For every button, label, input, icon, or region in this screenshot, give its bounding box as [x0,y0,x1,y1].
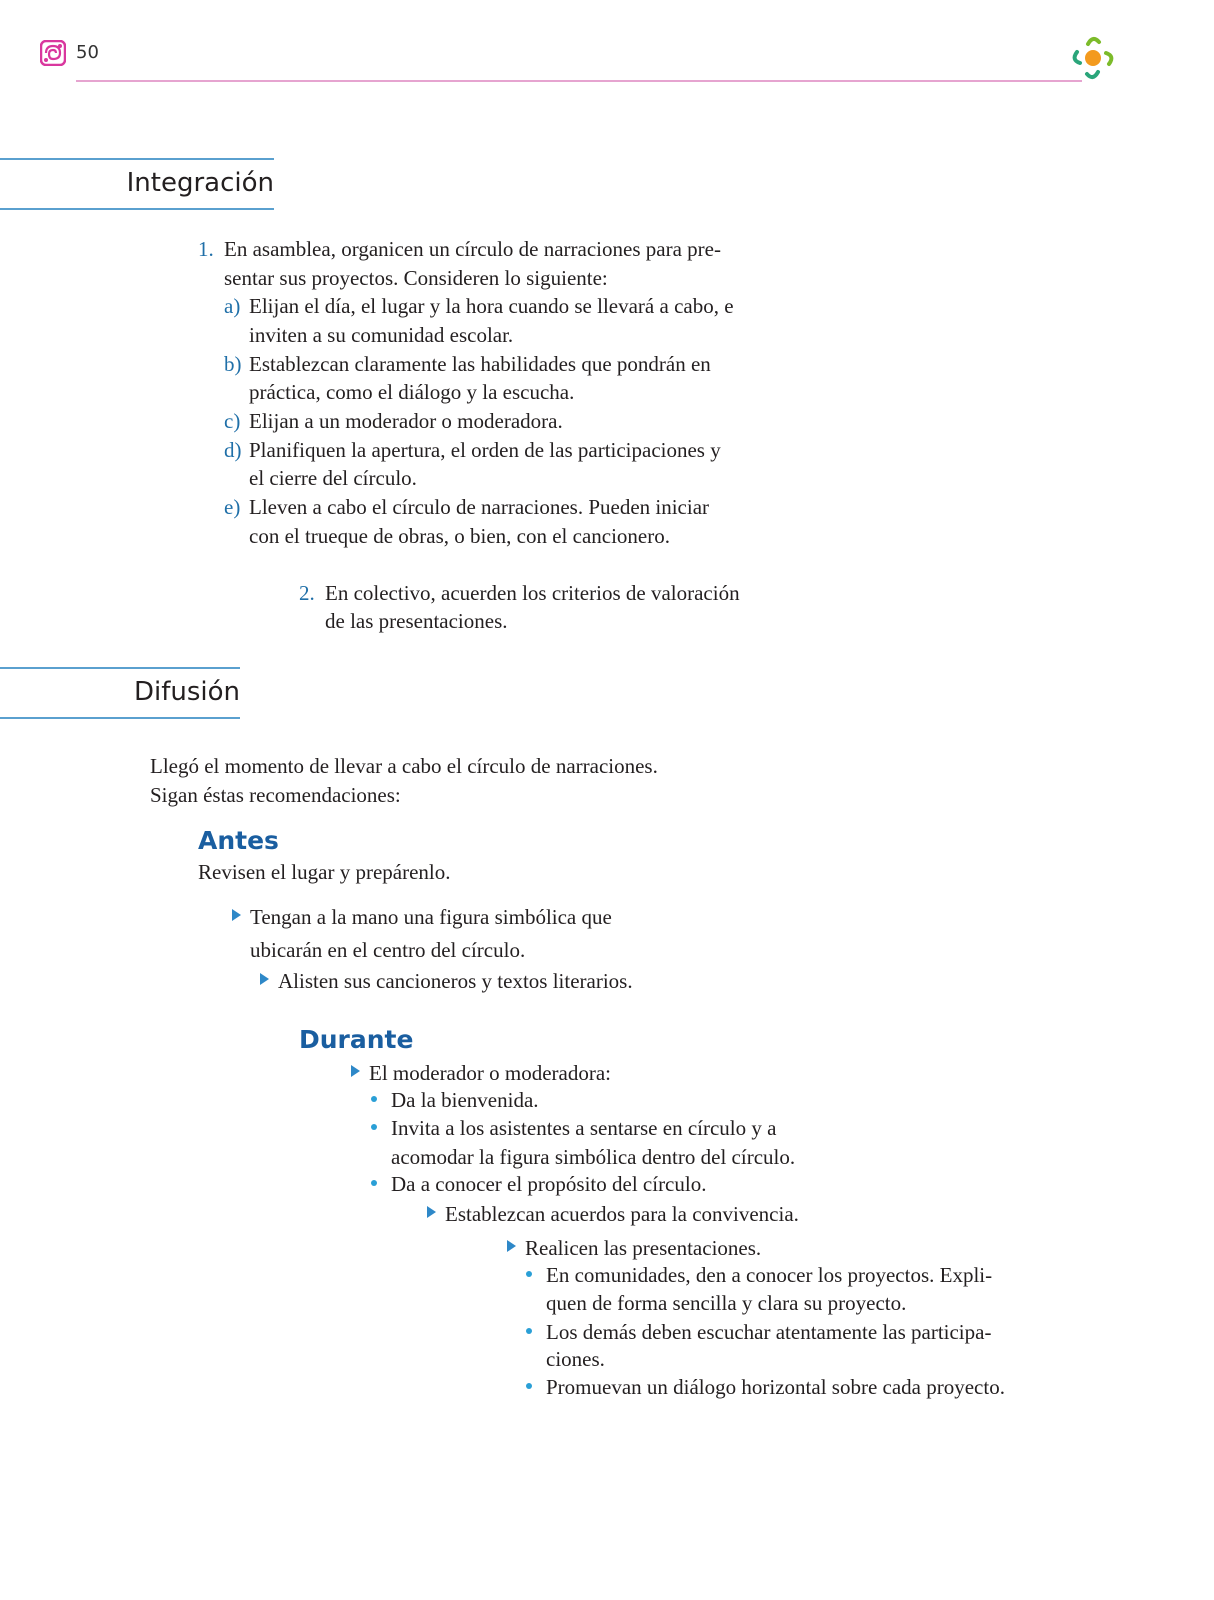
subitem-letter: e) [224,495,241,519]
subitem-text: Planifiquen la apertura, el orden de las participaciones y [249,438,721,462]
dot-bullet-icon [371,1096,377,1102]
arrow-bullet-icon [427,1206,436,1218]
page-number: 50 [76,42,99,63]
subsection-subtitle: Revisen el lugar y prepárenlo. [198,860,451,884]
bullet-text: Establezcan acuerdos para la convivencia. [445,1202,799,1226]
list-item-text: Promuevan un diálogo horizontal sobre cada proyecto. [546,1375,1005,1399]
list-item-text: Da a conocer el propósito del círculo. [391,1172,707,1196]
header-right-logo [1068,32,1118,84]
subitem-text: inviten a su comunidad escolar. [249,323,514,347]
flower-pinwheel-icon [1068,32,1118,84]
bullet-text: ubicarán en el centro del círculo. [250,938,526,962]
dot-bullet-icon [526,1383,532,1389]
item-text: sentar sus proyectos. Consideren lo siguiente: [224,266,608,290]
section-header-integracion [0,158,274,210]
subitem-text: práctica, como el diálogo y la escucha. [249,380,575,404]
list-item-text: Invita a los asistentes a sentarse en círculo y a [391,1116,777,1140]
intro-text: Llegó el momento de llevar a cabo el círculo de narraciones. [150,754,658,778]
subitem-text: Lleven a cabo el círculo de narraciones. Pueden iniciar [249,495,710,519]
item-text: de las presentaciones. [325,609,508,633]
dot-bullet-icon [371,1124,377,1130]
subsection-heading-antes: Antes [198,826,279,855]
bullet-text: Realicen las presentaciones. [525,1236,762,1260]
header-left-logo [40,40,66,66]
subsection-heading-durante: Durante [299,1025,414,1054]
dot-bullet-icon [371,1180,377,1186]
pink-spiral-glyph-icon [40,40,66,66]
item-text: En asamblea, organicen un círculo de narraciones para pre- [224,237,721,261]
subitem-text: con el trueque de obras, o bien, con el cancionero. [249,524,670,548]
arrow-bullet-icon [232,909,241,921]
subitem-text: Establezcan claramente las habilidades que pondrán en [249,352,711,376]
item-number: 2. [299,581,315,605]
subitem-letter: b) [224,352,242,376]
list-item-text: Los demás deben escuchar atentamente las participa- [546,1320,992,1344]
intro-text: Sigan éstas recomendaciones: [150,783,401,807]
item-text: En colectivo, acuerden los criterios de valoración [325,581,740,605]
item-number: 1. [198,237,214,261]
section-title: Integración [126,168,274,198]
arrow-bullet-icon [507,1240,516,1252]
bullet-text: Alisten sus cancioneros y textos literarios. [278,969,633,993]
subitem-text: el cierre del círculo. [249,466,417,490]
list-item-text: ciones. [546,1347,605,1371]
subitem-letter: c) [224,409,241,433]
subitem-letter: a) [224,294,241,318]
bullet-text: El moderador o moderadora: [369,1061,611,1085]
subitem-text: Elijan a un moderador o moderadora. [249,409,563,433]
subitem-text: Elijan el día, el lugar y la hora cuando se llevará a cabo, e [249,294,734,318]
arrow-bullet-icon [260,973,269,985]
header-rule [76,80,1082,82]
subitem-letter: d) [224,438,242,462]
bullet-text: Tengan a la mano una figura simbólica que [250,905,612,929]
arrow-bullet-icon [351,1065,360,1077]
dot-bullet-icon [526,1328,532,1334]
section-header-difusion [0,667,240,719]
section-title: Difusión [133,677,240,707]
list-item-text: acomodar la figura simbólica dentro del círculo. [391,1145,796,1169]
dot-bullet-icon [526,1271,532,1277]
list-item-text: Da la bienvenida. [391,1088,539,1112]
list-item-text: En comunidades, den a conocer los proyectos. Expli- [546,1263,993,1287]
list-item-text: quen de forma sencilla y clara su proyecto. [546,1291,907,1315]
